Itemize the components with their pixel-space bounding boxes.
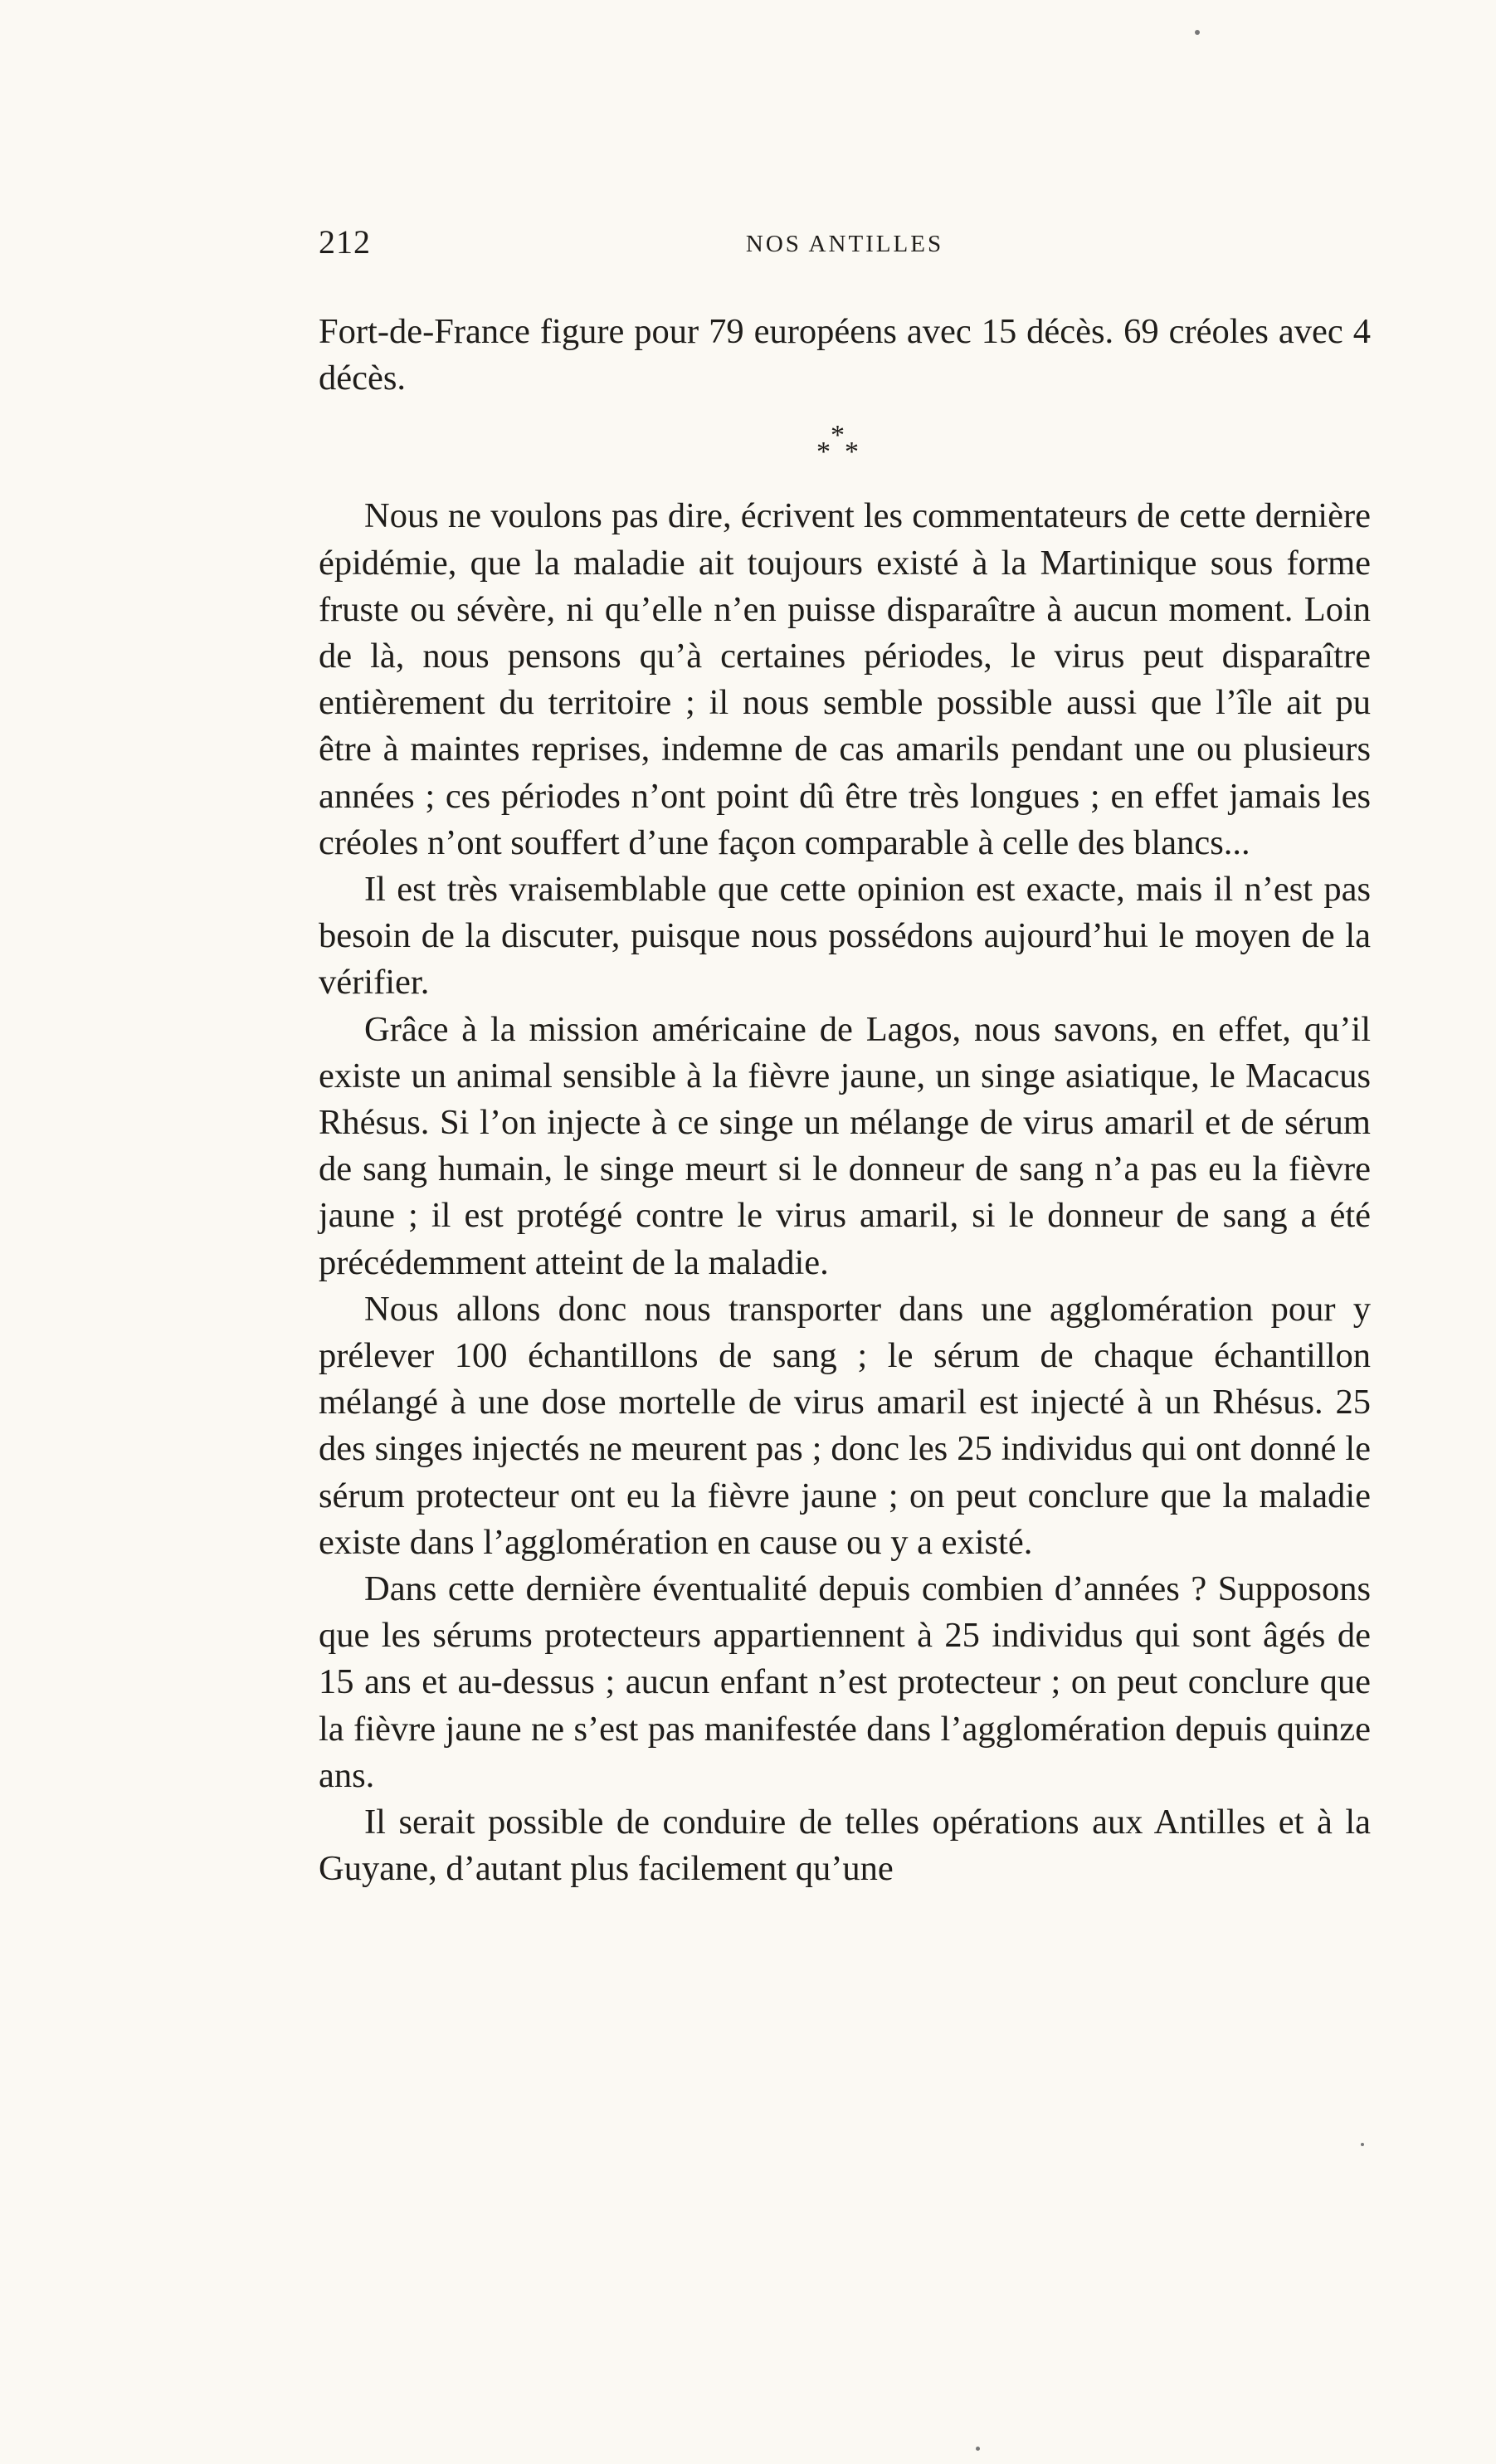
paper-speck [1361,2143,1364,2146]
page-header [319,222,1371,272]
paper-speck [976,2447,980,2451]
body-text [319,309,1371,1893]
asterism-separator [319,402,1371,493]
asterism-star: * [816,437,831,468]
asterism-star: * [831,420,845,451]
intro-paragraph: Fort-de-France figure pour 79 européens avec 15 décès. 69 créoles avec 4 décès. [319,312,1371,398]
paragraph: Grâce à la mission américaine de Lagos, nous savons, en effet, qu’il existe un animal sensible à la fièvre jaune, un singe asiatique, le Macacus Rhésus. Si l’on injecte à ce singe un mélange de virus amaril et de sérum de sang humain, le singe meurt si le donneur de sang n’a pas eu la fièvre jaune ; il est protégé contre le virus amaril, si le donneur de sang a été précédemment atteint de la maladie. [319,1009,1371,1282]
paragraph: Dans cette dernière éventualité depuis combien d’années ? Supposons que les sérums protecteurs appartiennent à 25 individus qui sont âgés de 15 ans et au-dessus ; aucun enfant n’est protecteur ; on peut conclure que la fièvre jaune ne s’est pas manifestée dans l’agglomération depuis quinze ans. [319,1569,1371,1795]
paragraph: Nous allons donc nous transporter dans une agglomération pour y prélever 100 échantillons de sang ; le sérum de chaque échantillon mélangé à une dose mortelle de virus amaril est injecté à un Rhésus. 25 des singes injectés ne meurent pas ; donc les 25 individus qui ont donné le sérum protecteur ont eu la fièvre jaune ; on peut conclure que la maladie existe dans l’agglomération en cause ou y a existé. [319,1289,1371,1562]
asterism-star: * [845,437,859,468]
paragraph: Il serait possible de conduire de telles opérations aux Antilles et à la Guyane, d’autant plus facilement qu’une [319,1803,1371,1889]
running-title: NOS ANTILLES [745,231,944,257]
paragraph: Il est très vraisemblable que cette opinion est exacte, mais il n’est pas besoin de la discuter, puisque nous possédons aujourd’hui le moyen de la vérifier. [319,870,1371,1003]
paragraph: Nous ne voulons pas dire, écrivent les commentateurs de cette dernière épidémie, que la maladie ait toujours existé à la Martinique sous forme fruste ou sévère, ni qu’elle n’en puisse disparaître à aucun moment. Loin de là, nous pensons qu’à certaines périodes, le virus peut disparaître entièrement du territoire ; il nous semble possible aussi que l’île ait pu être à maintes reprises, indemne de cas amarils pendant une ou plusieurs années ; ces périodes n’ont point dû être très longues ; en effet jamais les créoles n’ont souffert d’une façon comparable à celle des blancs... [319,496,1371,862]
page-number: 212 [319,223,371,261]
paper-speck [1195,30,1200,35]
